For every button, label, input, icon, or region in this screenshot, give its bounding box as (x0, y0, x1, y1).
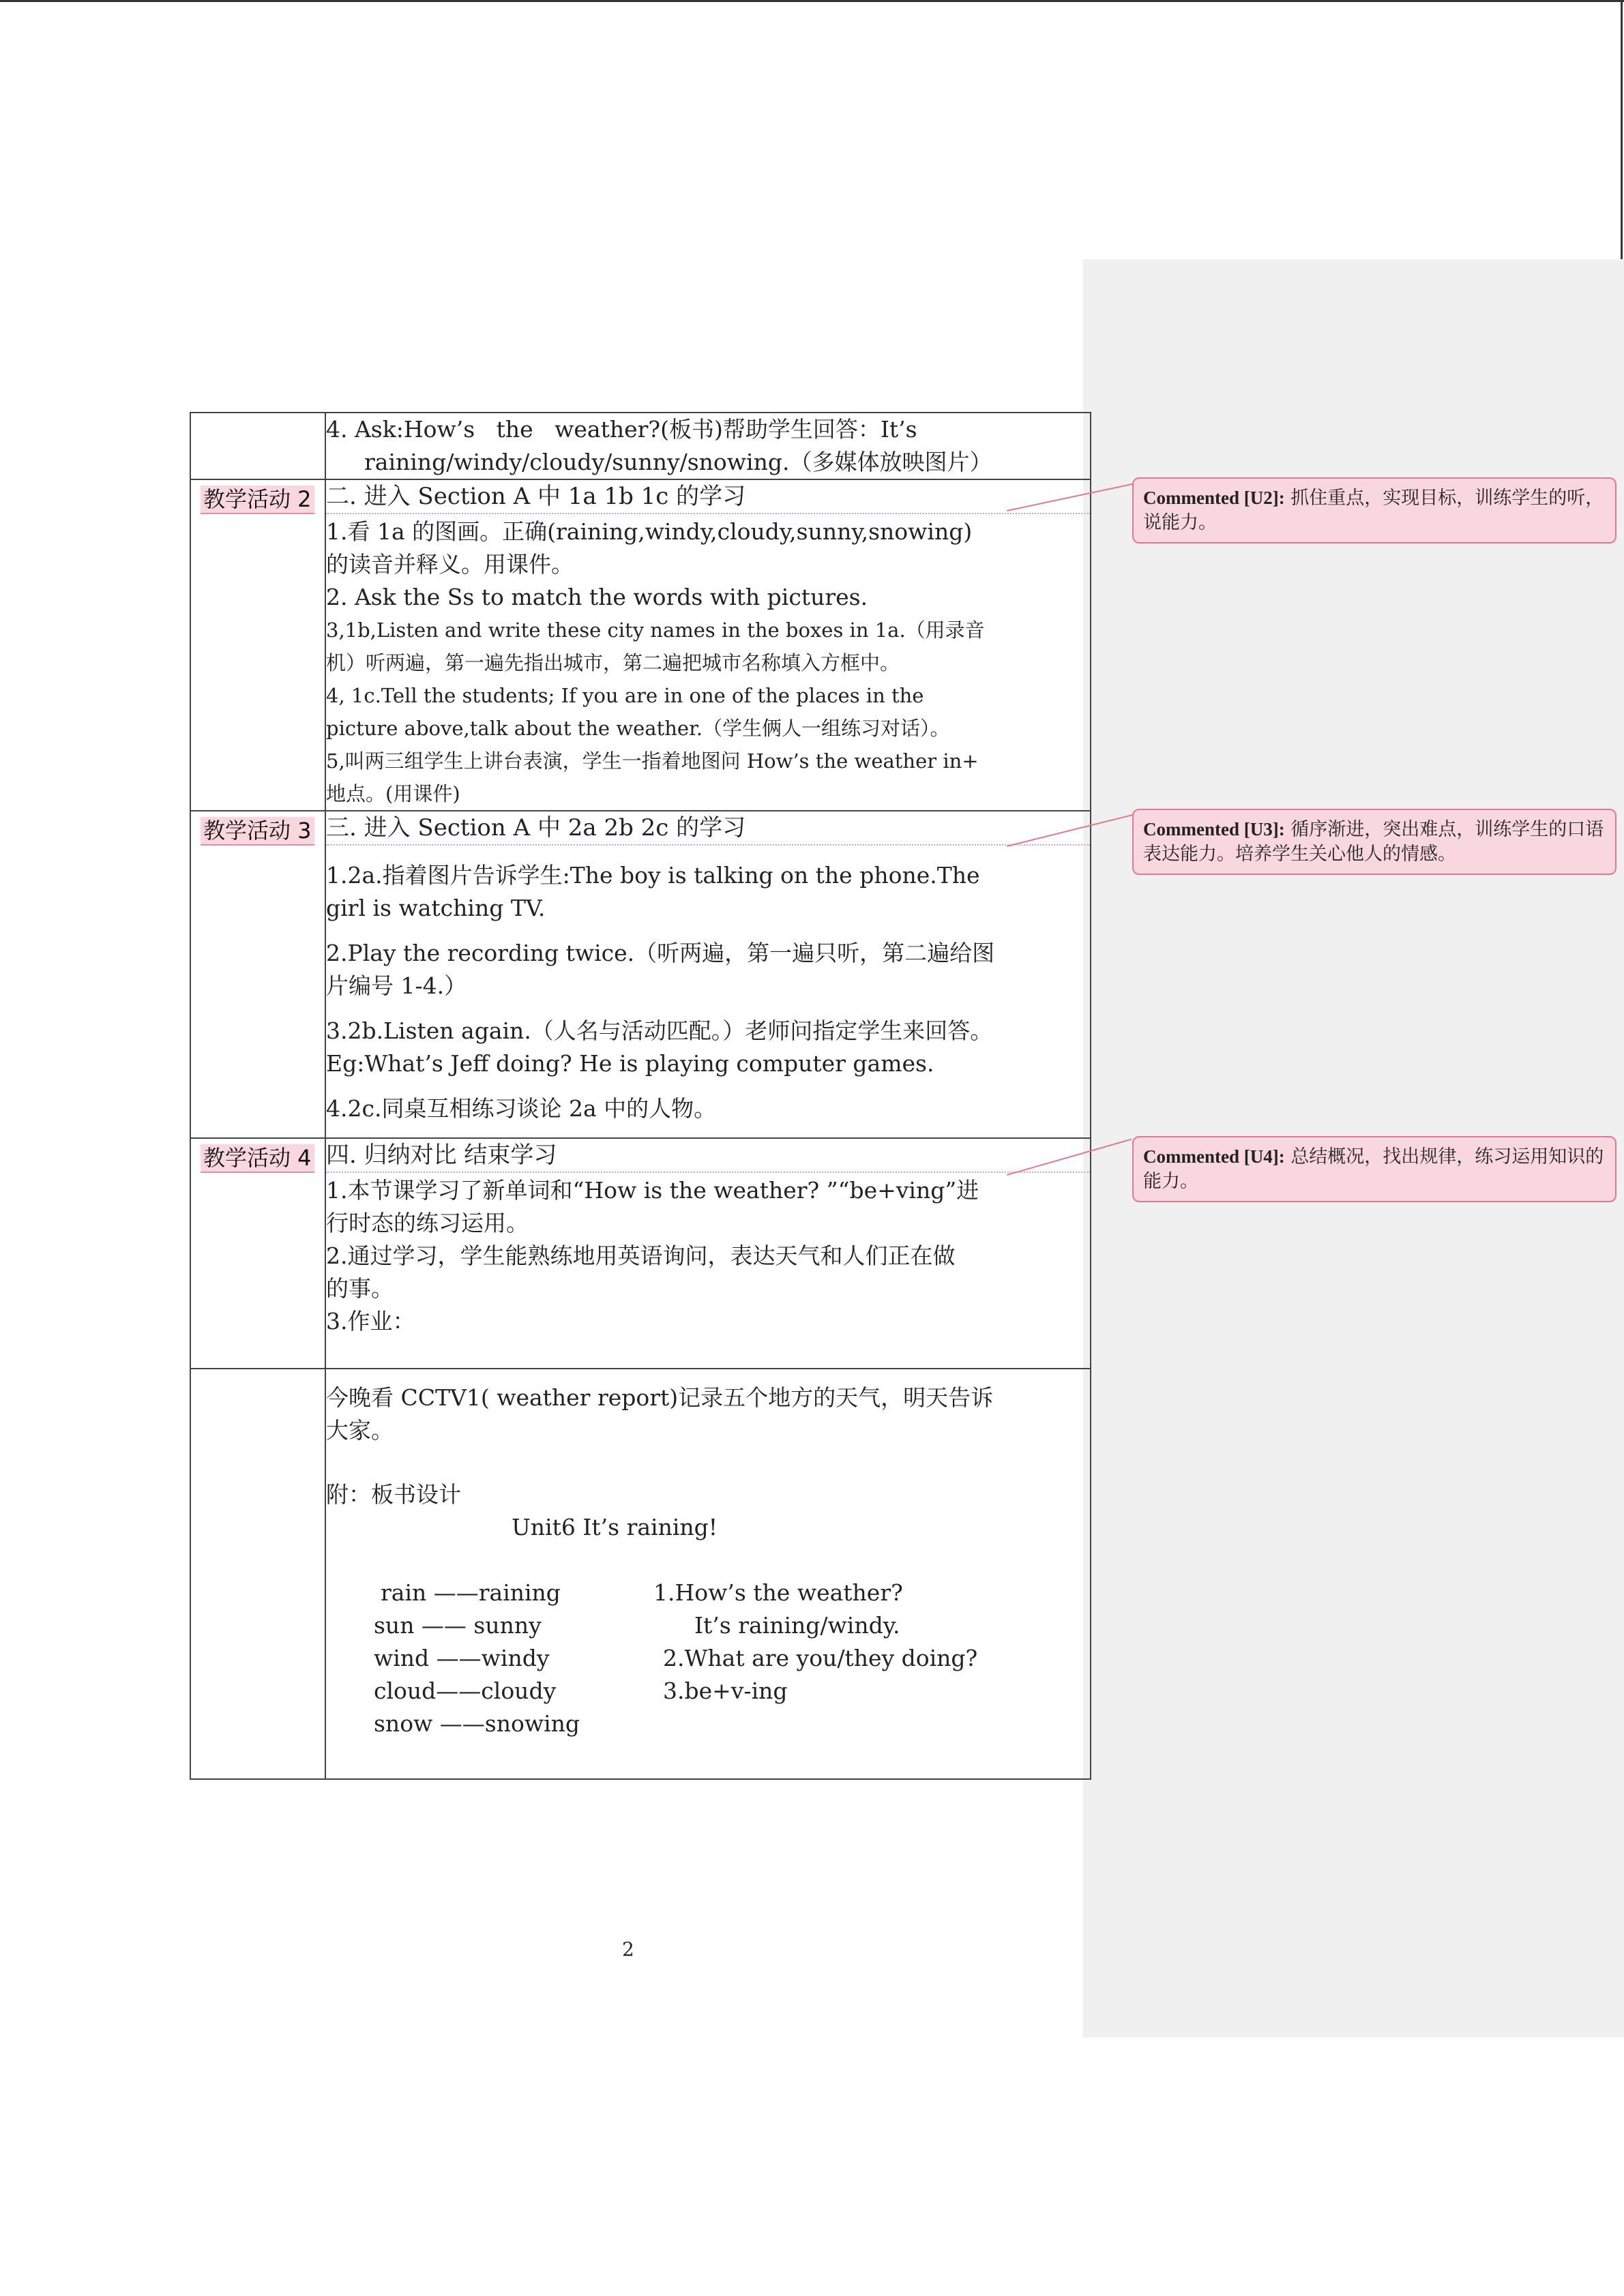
board-design-intro: 附：板书设计 (326, 1481, 461, 1508)
comment-balloon[interactable] (1132, 1136, 1616, 1202)
board-word: wind ——windy (374, 1645, 550, 1671)
activity-4-line: 1.本节课学习了新单词和“How is the weather? ”“be+ving”进 (326, 1177, 979, 1204)
activity-2-line: 地点。(用课件) (326, 782, 460, 805)
activity-4-label[interactable]: 教学活动 4 (201, 1144, 314, 1173)
activity-4-line: 的事。 (326, 1275, 394, 1302)
table-row (190, 1138, 1091, 1369)
activity-2-line: 3,1b,Listen and write these city names in the boxes in 1a.（用录音 (326, 618, 985, 642)
board-title: Unit6 It’s raining! (512, 1514, 718, 1540)
label-cell (190, 413, 325, 479)
comment-tag: Commented [U4]: (1143, 1146, 1285, 1167)
label-cell (190, 1369, 325, 1779)
table-row (190, 811, 1091, 1138)
label-cell (190, 1138, 325, 1369)
page-right-border (1621, 0, 1623, 259)
table-row (190, 413, 1091, 479)
comment-text: 总结概况，找出规律，练习运用知识的能力。 (1143, 1146, 1604, 1192)
activity-2-line: 2. Ask the Ss to match the words with pictures. (326, 584, 868, 610)
board-design (326, 1511, 1090, 1778)
activity-2-heading: 二. 进入 Section A 中 1a 1b 1c 的学习 (326, 480, 1090, 514)
comment-balloon[interactable] (1132, 477, 1616, 543)
lesson-plan-table (190, 412, 1091, 1780)
row1-line2: raining/windy/cloudy/sunny/snowing.（多媒体放映图片） (364, 449, 992, 475)
activity-4-line: 3.作业： (326, 1308, 415, 1335)
activity-2-line: 5,叫两三组学生上讲台表演，学生一指着地图问 How’s the weather in+ (326, 749, 979, 773)
activity-2-line: 1.看 1a 的图画。正确(raining,windy,cloudy,sunny,snowing) (326, 518, 973, 545)
activity-3-line: 1.2a.指着图片告诉学生:The boy is talking on the phone.The (326, 862, 980, 889)
activity-2-line: 机）听两遍，第一遍先指出城市，第二遍把城市名称填入方框中。 (326, 651, 900, 674)
activity-2-line: 4, 1c.Tell the students; If you are in one of the places in the (326, 684, 924, 707)
table-row (190, 1369, 1091, 1779)
activity-3-line: 2.Play the recording twice.（听两遍，第一遍只听，第二遍给图 (326, 940, 995, 966)
activity-3-label[interactable]: 教学活动 3 (201, 817, 314, 846)
board-word: cloud——cloudy (374, 1678, 557, 1704)
comment-tag: Commented [U2]: (1143, 488, 1285, 508)
content-cell (325, 1138, 1091, 1369)
content-cell (325, 479, 1091, 811)
homework-line: 今晚看 CCTV1( weather report)记录五个地方的天气，明天告诉 (326, 1384, 994, 1411)
table-row (190, 479, 1091, 811)
board-word: sun —— sunny (374, 1612, 542, 1639)
board-sentence: 1.How’s the weather? (653, 1579, 903, 1606)
label-cell (190, 479, 325, 811)
activity-3-line: Eg:What’s Jeff doing? He is playing computer games. (326, 1050, 934, 1077)
activity-3-line: 片编号 1-4.） (326, 972, 467, 999)
activity-3-line: 3.2b.Listen again.（人名与活动匹配。）老师问指定学生来回答。 (326, 1017, 993, 1044)
activity-3-line: girl is watching TV. (326, 895, 546, 921)
board-sentence: It’s raining/windy. (694, 1612, 900, 1639)
label-cell (190, 811, 325, 1138)
board-word: rain ——raining (381, 1579, 561, 1606)
homework-line: 大家。 (326, 1417, 394, 1444)
comment-balloon[interactable] (1132, 809, 1616, 875)
row1-line1: 4. Ask:How’s the weather?(板书)帮助学生回答：It’s (326, 416, 917, 443)
board-word: snow ——snowing (374, 1710, 580, 1737)
content-cell (325, 1369, 1091, 1779)
activity-3-heading: 三. 进入 Section A 中 2a 2b 2c 的学习 (326, 811, 1090, 846)
page-number: 2 (622, 1938, 634, 1960)
content-cell (325, 413, 1091, 479)
activity-3-line: 4.2c.同桌互相练习谈论 2a 中的人物。 (326, 1095, 717, 1122)
board-sentence: 3.be+v-ing (663, 1678, 788, 1704)
comment-tag: Commented [U3]: (1143, 819, 1285, 839)
activity-2-line: picture above,talk about the weather.（学生俩人一组练习对话）。 (326, 717, 950, 740)
activity-2-label[interactable]: 教学活动 2 (201, 486, 314, 514)
board-sentence: 2.What are you/they doing? (663, 1645, 978, 1671)
comment-text: 循序渐进，突出难点，训练学生的口语表达能力。培养学生关心他人的情感。 (1143, 819, 1604, 865)
activity-4-line: 行时态的练习运用。 (326, 1210, 529, 1236)
comment-text: 抓住重点，实现目标，训练学生的听，说能力。 (1143, 488, 1604, 533)
activity-2-line: 的读音并释义。用课件。 (326, 551, 574, 578)
page-top-border (0, 0, 1624, 2)
content-cell (325, 811, 1091, 1138)
activity-4-line: 2.通过学习，学生能熟练地用英语询问，表达天气和人们正在做 (326, 1242, 956, 1269)
activity-4-heading: 四. 归纳对比 结束学习 (326, 1139, 1090, 1173)
